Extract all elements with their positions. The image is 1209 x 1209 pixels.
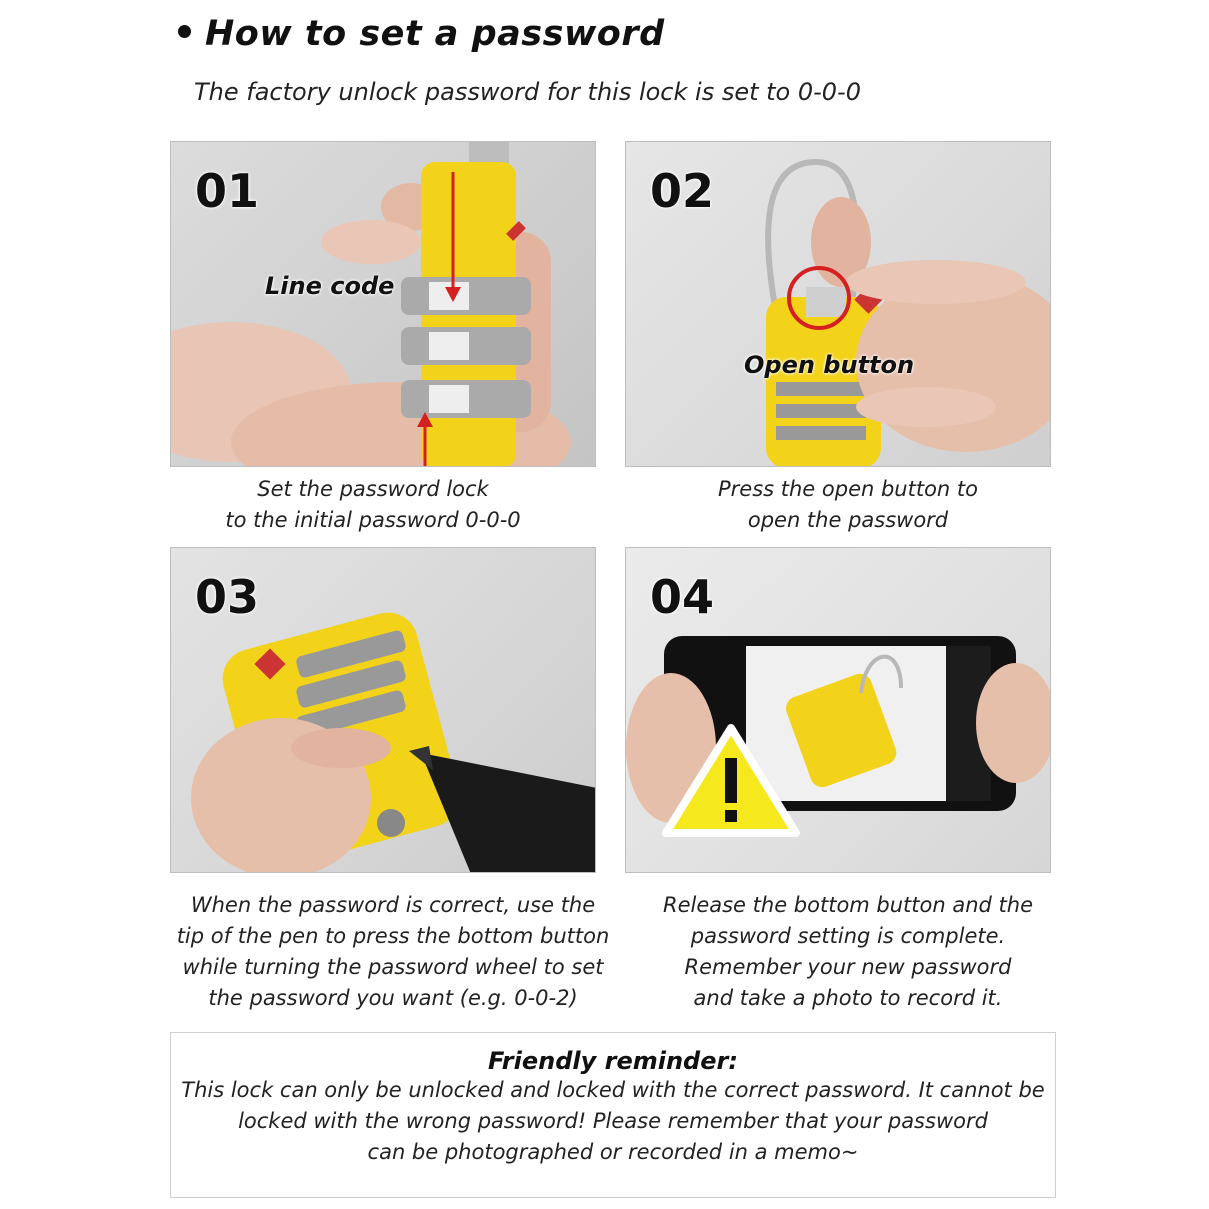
- step-01-caption: [170, 474, 576, 536]
- caption-line: to the initial password 0-0-0: [225, 508, 521, 532]
- step-number: 04: [650, 570, 715, 624]
- step-03-caption: [170, 890, 616, 1014]
- caption-line: Remember your new password: [684, 955, 1012, 979]
- bullet-icon: [178, 25, 191, 38]
- step-03-photo: [170, 547, 596, 873]
- caption-line: Press the open button to: [717, 477, 979, 501]
- reminder-line: locked with the wrong password! Please remember that your password: [238, 1109, 988, 1133]
- step-number: 01: [195, 164, 260, 218]
- step-number: 03: [195, 570, 260, 624]
- reminder-title: Friendly reminder:: [488, 1047, 738, 1075]
- caption-line: password setting is complete.: [690, 924, 1006, 948]
- step-01-photo: [170, 141, 596, 467]
- caption-line: and take a photo to record it.: [693, 986, 1003, 1010]
- step-04-caption: [625, 890, 1071, 1014]
- step-number: 02: [650, 164, 715, 218]
- reminder-line: can be photographed or recorded in a memo~: [367, 1140, 859, 1164]
- page-subtitle: The factory unlock password for this lock is set to 0-0-0: [194, 78, 861, 106]
- caption-line: while turning the password wheel to set: [182, 955, 604, 979]
- step-02-caption: [625, 474, 1071, 536]
- reminder-line: This lock can only be unlocked and locked with the correct password. It cannot be: [181, 1078, 1045, 1102]
- step-02-photo: [625, 141, 1051, 467]
- caption-line: Set the password lock: [257, 477, 489, 501]
- page-title: [178, 14, 665, 54]
- caption-line: open the password: [747, 508, 949, 532]
- friendly-reminder-box: [170, 1032, 1056, 1198]
- caption-line: the password you want (e.g. 0-0-2): [208, 986, 578, 1010]
- caption-line: When the password is correct, use the: [190, 893, 596, 917]
- step-04-photo: [625, 547, 1051, 873]
- page-title-text: How to set a password: [205, 14, 665, 54]
- open-button-label: Open button: [744, 351, 915, 379]
- caption-line: Release the bottom button and the: [662, 893, 1034, 917]
- line-code-label: Line code: [265, 272, 395, 300]
- caption-line: tip of the pen to press the bottom button: [176, 924, 610, 948]
